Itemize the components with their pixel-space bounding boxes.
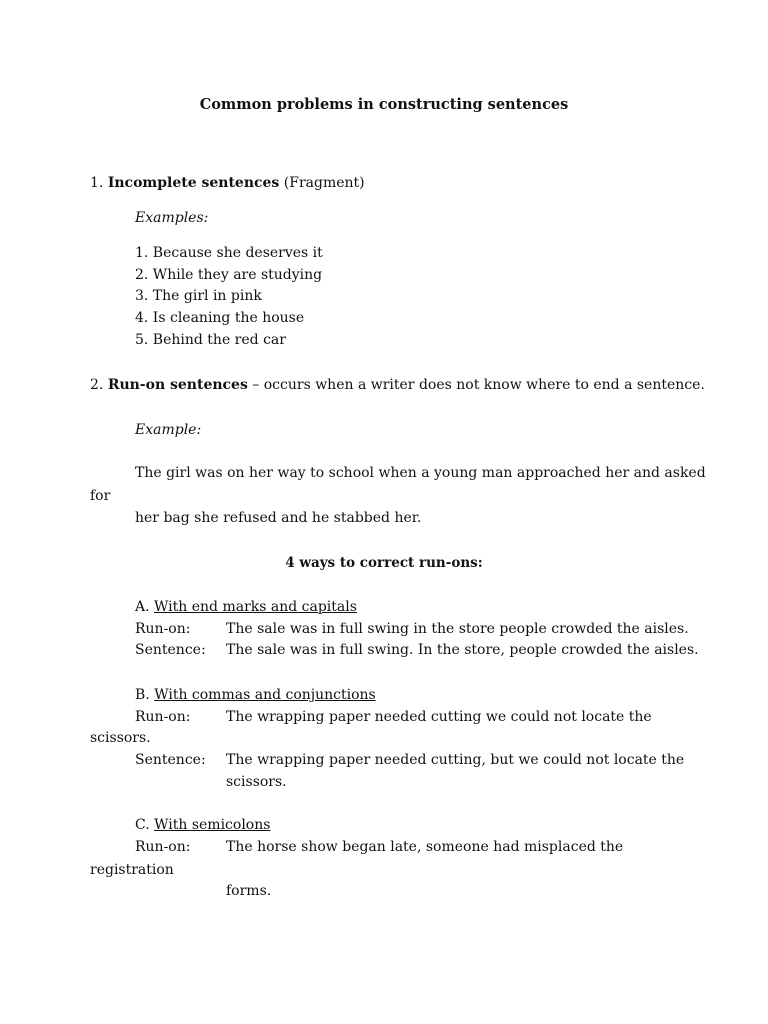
method-b-heading [135, 686, 376, 704]
example-label [135, 421, 201, 439]
examples-label [135, 209, 208, 227]
method-c-runon-text: The horse show began late, someone had misplaced the [226, 839, 624, 855]
method-a-heading [135, 598, 357, 616]
method-c-heading [135, 816, 270, 834]
list-item: 5. Behind the red car [135, 332, 286, 348]
method-c-letter: C. [135, 817, 155, 833]
method-c-runon-wrap: registration [90, 862, 174, 878]
method-b-sentence-wrap: scissors. [226, 774, 287, 790]
method-b-runon-wrap: scissors. [90, 730, 151, 746]
list-item: 1. Because she deserves it [135, 245, 323, 261]
method-c-runon-wrap-2: forms. [226, 883, 272, 899]
ways-heading: 4 ways to correct run-ons: [285, 555, 483, 571]
method-b-letter: B. [135, 687, 155, 703]
method-a-sentence-text: The sale was in full swing. In the store, people crowded the aisles. [226, 642, 699, 658]
example-label-text: Example: [135, 422, 202, 438]
method-b-runon-text: The wrapping paper needed cutting we could not locate the [226, 709, 652, 725]
list-item: 4. Is cleaning the house [135, 310, 305, 326]
section-2-description: – occurs when a writer does not know where to end a sentence. [247, 377, 705, 393]
examples-label-text: Examples: [135, 210, 209, 226]
section-2-title: Run-on sentences [107, 377, 248, 393]
method-a-title: With end marks and capitals [154, 599, 357, 615]
method-b-runon-label: Run-on: [135, 709, 191, 725]
example-paragraph-line-2: for [90, 488, 111, 504]
method-c-title: With semicolons [154, 817, 271, 833]
section-1-note: (Fragment) [279, 175, 365, 191]
method-b-sentence-text: The wrapping paper needed cutting, but we could not locate the [226, 752, 685, 768]
list-item: 3. The girl in pink [135, 288, 262, 304]
section-1-number: 1. [90, 175, 108, 191]
example-paragraph-line-1: The girl was on her way to school when a young man approached her and asked [135, 465, 706, 481]
method-a-sentence-label: Sentence: [135, 642, 206, 658]
list-item: 2. While they are studying [135, 267, 323, 283]
method-a-letter: A. [135, 599, 155, 615]
example-paragraph-line-3: her bag she refused and he stabbed her. [135, 510, 422, 526]
method-a-runon-label: Run-on: [135, 621, 191, 637]
method-b-sentence-label: Sentence: [135, 752, 206, 768]
section-1-title: Incomplete sentences [107, 175, 280, 191]
section-2-number: 2. [90, 377, 108, 393]
section-1-heading [90, 174, 365, 192]
method-a-runon-text: The sale was in full swing in the store people crowded the aisles. [226, 621, 689, 637]
method-c-runon-label: Run-on: [135, 839, 191, 855]
section-2-heading [90, 376, 705, 394]
page-title: Common problems in constructing sentences [199, 96, 569, 113]
method-b-title: With commas and conjunctions [154, 687, 376, 703]
